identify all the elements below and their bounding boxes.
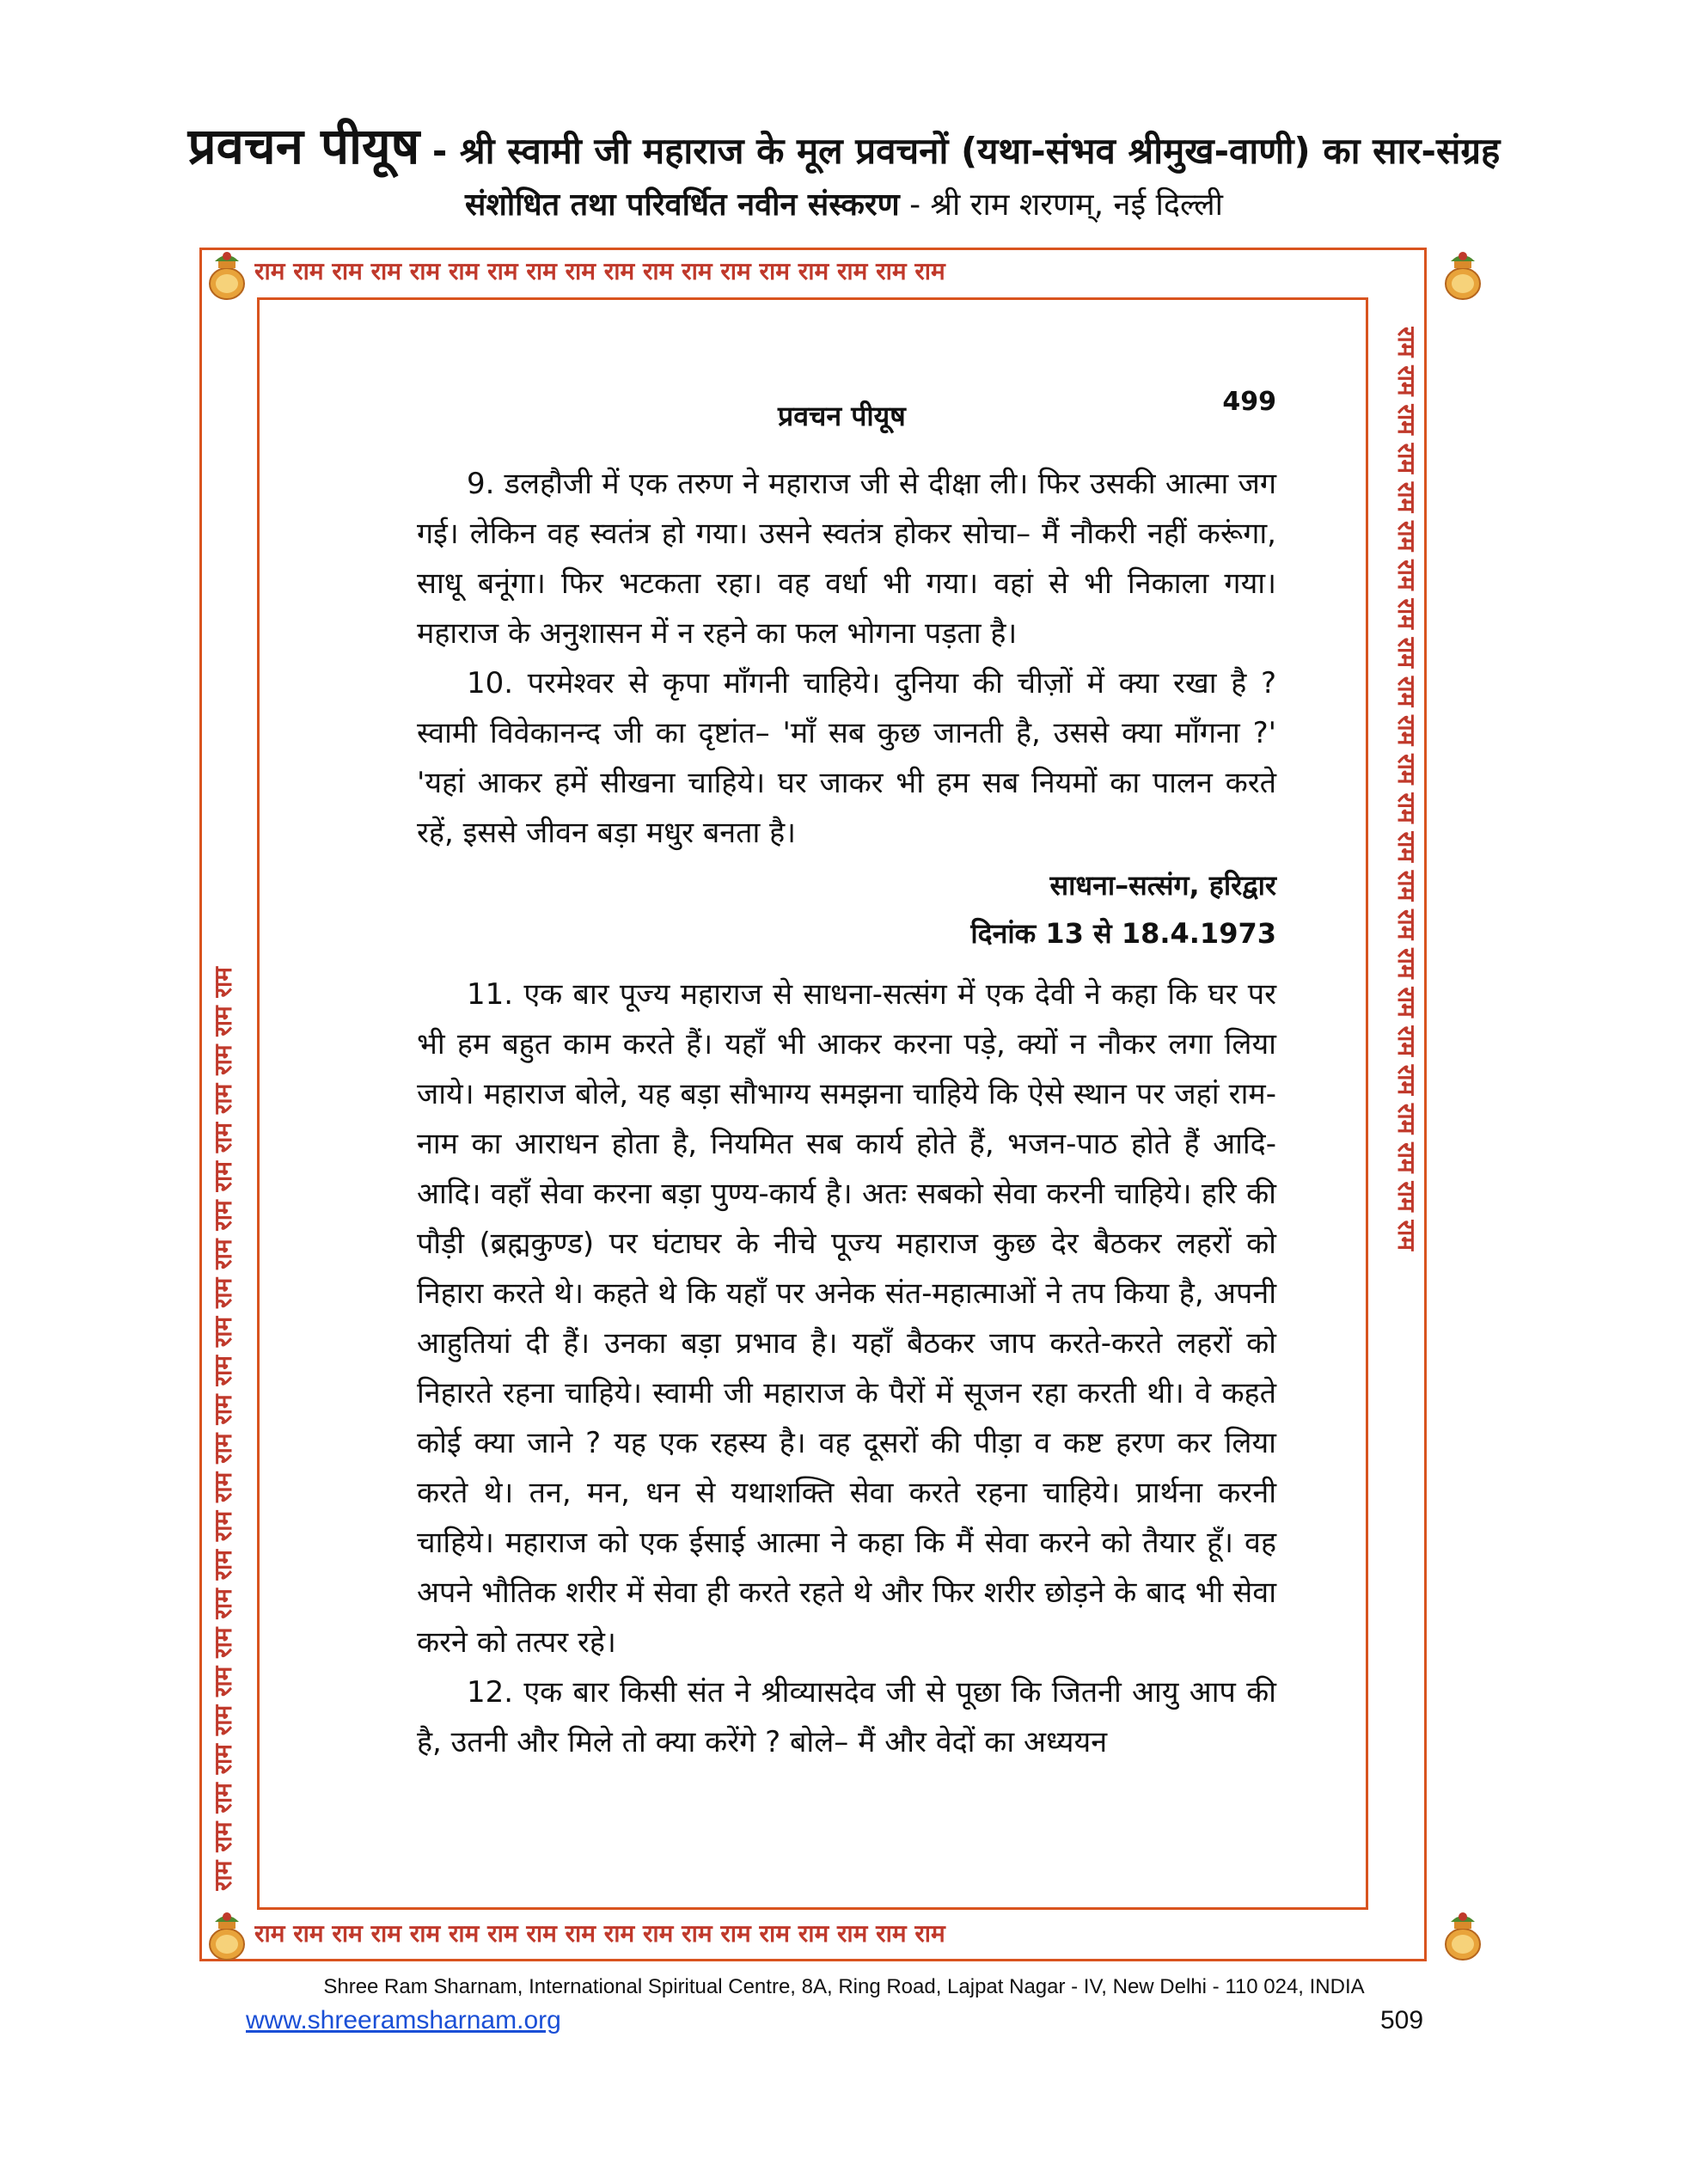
footer-page-number: 509 (1380, 2006, 1424, 2034)
header-title-rest: - श्री स्वामी जी महाराज के मूल प्रवचनों (यथा-संभव श्रीमुख-वाणी) का सार-संग्रह (419, 130, 1501, 172)
header-subtitle-bold: संशोधित तथा परिवर्धित नवीन संस्करण (465, 187, 900, 223)
website-link[interactable]: www.shreeramsharnam.org (246, 2006, 561, 2034)
border-ram-bottom: राम राम राम राम राम राम राम राम राम राम राम राम राम राम राम राम राम राम (254, 1919, 945, 1948)
paragraph-10: 10. परमेश्वर से कृपा माँगनी चाहिये। दुनिया की चीज़ों में क्या रखा है ? स्वामी विवेकानन्द जी का दृष्टांत– 'माँ सब कुछ जानती है, उससे क्या माँगना ?' 'यहां आकर हमें सीखना चाहिये। घर जाकर भी हम सब नियमों का पालन करते रहें, इससे जीवन बड़ा मधुर बनता है। (417, 666, 1276, 850)
border-ram-left: राम राम राम राम राम राम राम राम राम राम राम राम राम राम राम राम राम राम राम राम राम राम राम राम (209, 967, 237, 1891)
document-header-title (0, 110, 1688, 178)
event-place: साधना–सत्संग, हरिद्वार (1049, 869, 1276, 902)
border-ram-top: राम राम राम राम राम राम राम राम राम राम राम राम राम राम राम राम राम राम (254, 257, 945, 285)
paragraph-9: 9. डलहौजी में एक तरुण ने महाराज जी से दीक्षा ली। फिर उसकी आत्मा जग गई। लेकिन वह स्वतंत्र हो गया। उसने स्वतंत्र होकर सोचा– मैं नौकरी नहीं करूंगा, साधू बनूंगा। फिर भटकता रहा। वह वर्धा भी गया। वहां से भी निकाला गया। महाराज के अनुशासन में न रहने का फल भोगना पड़ता है। (417, 467, 1276, 651)
kalash-ornament-icon (203, 249, 251, 303)
book-text-body (417, 459, 1276, 1767)
book-page-number: 499 (1222, 387, 1276, 417)
book-running-title: प्रवचन पीयूष (778, 400, 906, 432)
footer-address: Shree Ram Sharnam, International Spiritual Centre, 8A, Ring Road, Lajpat Nagar - IV, New Delhi - 110 024, INDIA (323, 1975, 1365, 1998)
event-date: दिनांक 13 से 18.4.1973 (970, 917, 1276, 950)
scanned-book-page (417, 378, 1276, 1891)
header-subtitle-rest: - श्री राम शरणम्, नई दिल्ली (899, 187, 1223, 223)
kalash-ornament-icon (203, 1910, 251, 1963)
header-title-bold: प्रवचन पीयूष (187, 117, 420, 175)
document-header-subtitle (0, 182, 1688, 224)
border-ram-right: राम राम राम राम राम राम राम राम राम राम राम राम राम राम राम राम राम राम राम राम राम राम राम राम (1392, 327, 1421, 1251)
kalash-ornament-icon (1439, 1910, 1487, 1963)
paragraph-11: 11. एक बार पूज्य महाराज से साधना-सत्संग में एक देवी ने कहा कि घर पर भी हम बहुत काम करते हैं। यहाँ भी आकर करना पड़े, क्यों न नौकर लगा लिया जाये। महाराज बोले, यह बड़ा सौभाग्य समझना चाहिये कि ऐसे स्थान पर जहां राम-नाम का आराधन होता है, नियमित सब कार्य होते हैं, भजन-पाठ होते हैं आदि-आदि। वहाँ सेवा करना बड़ा पुण्य-कार्य है। अतः सबको सेवा करनी चाहिये। हरि की पौड़ी (ब्रह्मकुण्ड) पर घंटाघर के नीचे पूज्य महाराज कुछ देर बैठकर लहरों को निहारा करते थे। कहते थे कि यहाँ पर अनेक संत-महात्माओं ने तप किया है, अपनी आहुतियां दी हैं। उनका बड़ा प्रभाव है। यहाँ बैठकर जाप करते-करते लहरों को निहारते रहना चाहिये। स्वामी जी महाराज के पैरों में सूजन रहा करती थी। वे कहते कोई क्या जाने ? यह एक रहस्य है। वह दूसरों की पीड़ा व कष्ट हरण कर लिया करते थे। तन, मन, धन से यथाशक्ति सेवा करते रहना चाहिये। प्रार्थना करनी चाहिये। महाराज को एक ईसाई आत्मा ने कहा कि मैं सेवा करने को तैयार हूँ। वह अपने भौतिक शरीर में सेवा ही करते रहते थे और फिर शरीर छोड़ने के बाद भी सेवा करने को तत्पर रहे। (417, 977, 1276, 1660)
paragraph-12: 12. एक बार किसी संत ने श्रीव्यासदेव जी से पूछा कि जितनी आयु आप की है, उतनी और मिले तो क्या करेंगे ? बोले– मैं और वेदों का अध्ययन (417, 1675, 1276, 1759)
kalash-ornament-icon (1439, 249, 1487, 303)
